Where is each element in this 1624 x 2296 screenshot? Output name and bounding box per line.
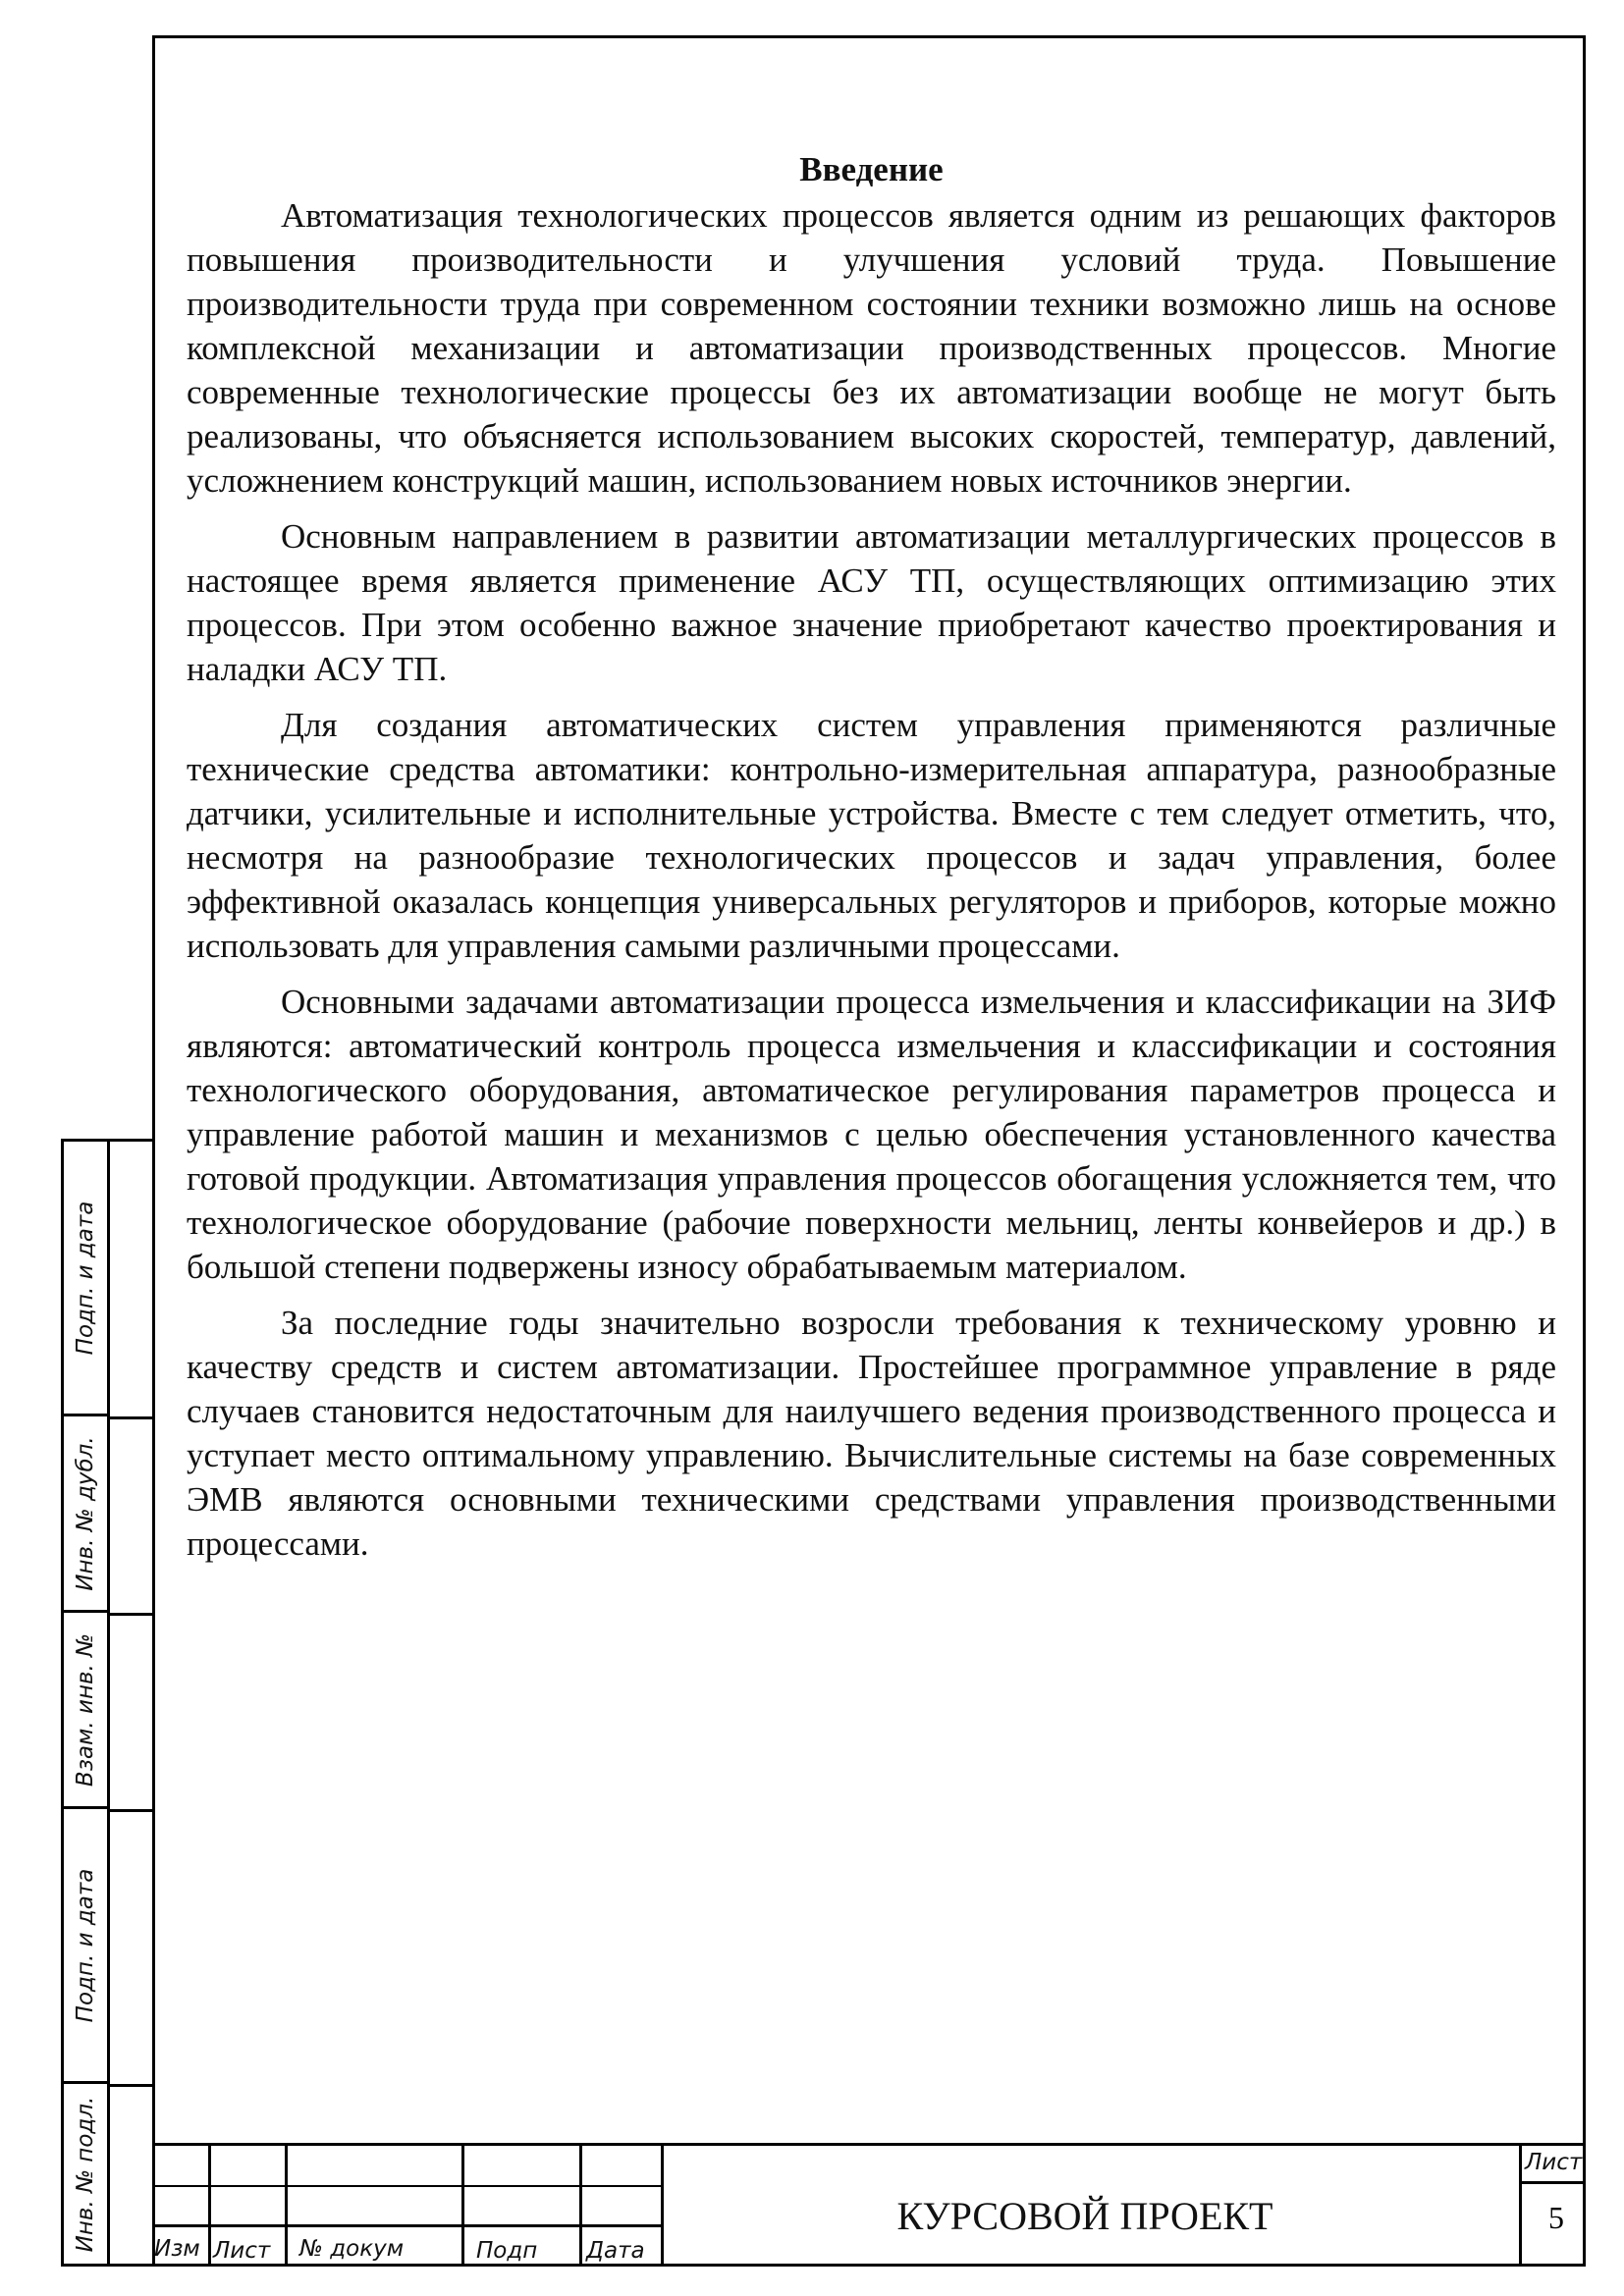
grid-line bbox=[579, 2146, 582, 2267]
side-label: Подп. и дата bbox=[73, 1868, 98, 2022]
col-label-change: Изм bbox=[154, 2236, 200, 2262]
grid-line bbox=[461, 2146, 464, 2267]
paragraph: Для создания автоматических систем управления применяются различные технические средства автоматики: контрольно-измерительная аппаратура, разнообразные датчики, усилительные и исполнительные устройства. Вместе с тем следует отметить, что, несмотря на разнообразие технологических процессов и задач управления, более эффективной оказалась концепция универсальных регуляторов и приборов, которые можно использовать для управления самыми различными процессами. bbox=[187, 706, 1556, 965]
side-cell-dup-inv bbox=[64, 1416, 107, 1613]
side-label: Взам. инв. № bbox=[73, 1632, 98, 1787]
grid-line bbox=[152, 2185, 663, 2187]
section-heading: Введение bbox=[799, 150, 944, 188]
col-label-doc-number: № докум bbox=[299, 2236, 405, 2262]
grid-line bbox=[1519, 2181, 1586, 2184]
paragraph: Основным направлением в развитии автоматизации металлургических процессов в настоящее время является применение АСУ ТП, осуществляющих оптимизацию этих процессов. При этом особенно важное значение приобретают качество проектирования и наладки АСУ ТП. bbox=[187, 517, 1556, 688]
document-title: КУРСОВОЙ ПРОЕКТ bbox=[896, 2194, 1273, 2238]
paragraph: Автоматизация технологических процессов является одним из решающих факторов повышения производительности и улучшения условий труда. Повышение производительности труда при современном состоянии техники возможно лишь на основе комплексной механизации и автоматизации производственных процессов. Многие современные технологические процессы без их автоматизации вообще не могут быть реализованы, что объясняется использованием высоких скоростей, температур, давлений, усложнением конструкций машин, использованием новых источников энергии. bbox=[187, 196, 1556, 500]
side-stamp bbox=[61, 1139, 155, 2267]
col-label-signature: Подп bbox=[476, 2238, 538, 2264]
side-stamp-fields bbox=[107, 1142, 155, 2264]
side-cell-signature-date-1 bbox=[64, 1142, 107, 1416]
side-cell-signature-date-2 bbox=[64, 1809, 107, 2084]
grid-line bbox=[208, 2146, 211, 2267]
grid-line bbox=[1519, 2146, 1522, 2267]
grid-line bbox=[152, 2224, 663, 2227]
side-stamp-labels bbox=[64, 1142, 110, 2264]
side-label: Инв. № подл. bbox=[73, 2096, 98, 2252]
side-cell-orig-inv bbox=[64, 2084, 107, 2264]
col-label-date: Дата bbox=[586, 2238, 645, 2264]
side-label: Подп. и дата bbox=[73, 1201, 98, 1355]
sheet-number: 5 bbox=[1548, 2200, 1564, 2235]
side-cell-replace-inv bbox=[64, 1613, 107, 1809]
col-label-sheet: Лист bbox=[213, 2238, 271, 2264]
sheet-label: Лист bbox=[1525, 2150, 1583, 2175]
paragraph: Основными задачами автоматизации процесса измельчения и классификации на ЗИФ являются: автоматический контроль процесса измельчения и классификации и состояния технологического оборудования, автоматическое регулирования параметров процесса и управление работой машин и механизмов с целью обеспечения установленного качества готовой продукции. Автоматизация управления процессов обогащения усложняется тем, что технологическое оборудование (рабочие поверхности мельниц, ленты конвейеров и др.) в большой степени подвержены износу обрабатываемым материалом. bbox=[187, 983, 1556, 1286]
grid-line bbox=[285, 2146, 288, 2267]
title-block bbox=[152, 2143, 1586, 2267]
document-body bbox=[187, 147, 1556, 1577]
side-label: Инв. № дубл. bbox=[73, 1435, 98, 1591]
paragraph: За последние годы значительно возросли требования к техническому уровню и качеству средств и систем автоматизации. Простейшее программное управление в ряде случаев становится недостаточным для наилучшего ведения производственного процесса и уступает место оптимальному управлению. Вычислительные системы на базе современных ЭМВ являются основными техническими средствами управления производственными процессами. bbox=[187, 1304, 1556, 1563]
